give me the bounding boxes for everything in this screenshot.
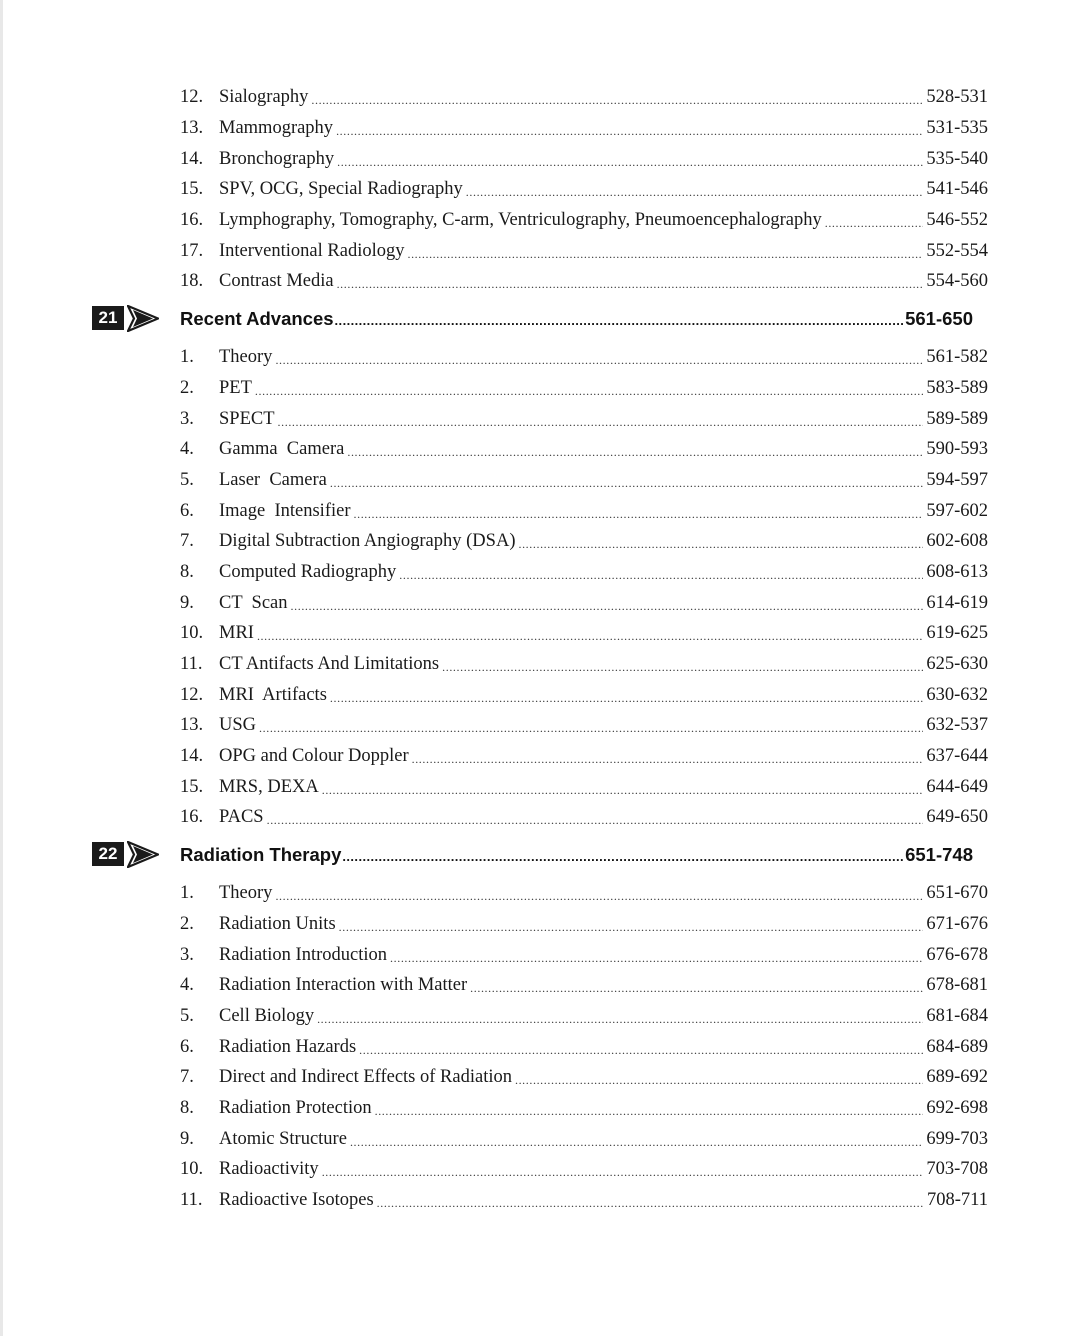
entry-number: 6.	[180, 500, 194, 521]
entry-title: Cell Biology	[219, 1005, 315, 1026]
entry-number: 8.	[180, 561, 194, 582]
dot-leader	[359, 1039, 923, 1061]
dot-leader	[518, 533, 923, 555]
entry-title: Atomic Structure	[219, 1128, 347, 1149]
dot-leader	[330, 687, 923, 709]
chevron-right-icon	[127, 305, 159, 332]
dot-leader	[291, 595, 924, 617]
entry-pages: 692-698	[926, 1097, 988, 1118]
entry-number: 2.	[180, 913, 194, 934]
dot-leader	[399, 564, 923, 586]
toc-entry[interactable]	[180, 373, 988, 404]
entry-number: 14.	[180, 746, 204, 767]
dot-leader	[339, 916, 924, 938]
entry-pages: 552-554	[926, 240, 988, 261]
entry-number: 1.	[180, 347, 194, 368]
entry-title: MRS, DEXA	[219, 776, 319, 797]
dot-leader	[412, 748, 924, 770]
toc-entry[interactable]	[180, 465, 988, 496]
toc-entry[interactable]	[180, 434, 988, 465]
toc-entry[interactable]	[180, 1123, 988, 1154]
toc-entry[interactable]	[180, 174, 988, 205]
toc-entry[interactable]	[180, 909, 988, 940]
dot-leader	[515, 1069, 923, 1091]
toc-entry[interactable]	[180, 878, 988, 909]
dot-leader	[377, 1192, 924, 1214]
entry-title: SPECT	[219, 408, 275, 429]
entry-title: Digital Subtraction Angiography (DSA)	[219, 531, 516, 552]
toc-entry[interactable]	[180, 618, 988, 649]
toc-entry[interactable]	[180, 710, 988, 741]
dot-leader	[257, 625, 923, 647]
toc-entry[interactable]	[180, 741, 988, 772]
chevron-right-icon	[127, 841, 159, 868]
entry-number: 14.	[180, 148, 204, 169]
entry-pages: 589-589	[926, 408, 988, 429]
entry-pages: 632-537	[926, 715, 988, 736]
entry-number: 3.	[180, 944, 194, 965]
dot-leader	[255, 380, 923, 402]
entry-number: 7.	[180, 531, 194, 552]
entry-pages: 561-582	[926, 347, 988, 368]
toc-entry[interactable]	[180, 1031, 988, 1062]
dot-leader	[275, 349, 923, 371]
entry-number: 11.	[180, 1190, 203, 1211]
dot-leader	[335, 313, 905, 328]
entry-number: 15.	[180, 776, 204, 797]
entry-number: 17.	[180, 240, 204, 261]
entry-title: Radiation Hazards	[219, 1036, 357, 1057]
entry-pages: 630-632	[926, 684, 988, 705]
entry-number: 7.	[180, 1067, 194, 1088]
entry-title: Radioactive Isotopes	[219, 1190, 374, 1211]
dot-leader	[466, 181, 924, 203]
entry-title: Direct and Indirect Effects of Radiation	[219, 1067, 512, 1088]
toc-entry[interactable]	[180, 1001, 988, 1032]
dot-leader	[354, 503, 924, 525]
toc-entry[interactable]	[180, 1062, 988, 1093]
entry-number: 3.	[180, 408, 194, 429]
entry-title: Lymphography, Tomography, C-arm, Ventriculography, Pneumoencephalography	[219, 210, 822, 231]
entry-pages: 590-593	[926, 439, 988, 460]
entry-number: 15.	[180, 179, 204, 200]
section-21-heading[interactable]	[0, 297, 1090, 342]
entry-number: 16.	[180, 210, 204, 231]
entry-number: 9.	[180, 1128, 194, 1149]
entry-pages: 608-613	[926, 561, 988, 582]
dot-leader	[322, 1161, 924, 1183]
entry-title: CT Antifacts And Limitations	[219, 654, 440, 675]
entry-title: MRI Artifacts	[219, 684, 327, 705]
entry-number: 2.	[180, 377, 194, 398]
entry-title: Sialography	[219, 87, 309, 108]
toc-entry[interactable]	[180, 587, 988, 618]
entry-number: 10.	[180, 623, 204, 644]
entry-pages: 541-546	[926, 179, 988, 200]
entry-number: 1.	[180, 883, 194, 904]
toc-entry[interactable]	[180, 403, 988, 434]
entry-pages: 535-540	[926, 148, 988, 169]
entry-number: 11.	[180, 654, 203, 675]
entry-pages: 602-608	[926, 531, 988, 552]
toc-block-3	[0, 878, 1090, 1216]
dot-leader	[390, 947, 923, 969]
dot-leader	[317, 1008, 923, 1030]
entry-pages: 671-676	[926, 913, 988, 934]
entry-pages: 699-703	[926, 1128, 988, 1149]
entry-pages: 597-602	[926, 500, 988, 521]
entry-title: USG	[219, 715, 257, 736]
entry-pages: 703-708	[926, 1159, 988, 1180]
entry-title: Radiation Interaction with Matter	[219, 975, 468, 996]
toc-entry[interactable]	[180, 526, 988, 557]
entry-title: Bronchography	[219, 148, 335, 169]
entry-title: Laser Camera	[219, 469, 327, 490]
toc-entry[interactable]	[180, 235, 988, 266]
toc-entry[interactable]	[180, 1154, 988, 1185]
entry-number: 16.	[180, 807, 204, 828]
dot-leader	[278, 411, 924, 433]
entry-title: Contrast Media	[219, 271, 334, 292]
entry-title: Mammography	[219, 118, 334, 139]
entry-title: MRI	[219, 623, 254, 644]
toc-entry[interactable]	[180, 205, 988, 236]
dot-leader	[342, 849, 904, 864]
dot-leader	[407, 243, 923, 265]
entry-pages: 676-678	[926, 944, 988, 965]
entry-title: Radiation Protection	[219, 1097, 372, 1118]
section-title-line	[180, 841, 973, 869]
toc-entry[interactable]	[180, 557, 988, 588]
dot-leader	[311, 89, 923, 111]
entry-pages: 546-552	[926, 210, 988, 231]
entry-title: OPG and Colour Doppler	[219, 746, 409, 767]
entry-pages: 651-670	[926, 883, 988, 904]
entry-title: PACS	[219, 807, 264, 828]
entry-number: 8.	[180, 1097, 194, 1118]
entry-number: 12.	[180, 87, 204, 108]
toc-entry[interactable]	[180, 771, 988, 802]
entry-pages: 583-589	[926, 377, 988, 398]
toc-entry[interactable]	[180, 495, 988, 526]
toc-entry[interactable]	[180, 1093, 988, 1124]
toc-entry[interactable]	[180, 970, 988, 1001]
section-number-badge: 21	[92, 306, 124, 330]
entry-title: SPV, OCG, Special Radiography	[219, 179, 463, 200]
entry-number: 5.	[180, 1005, 194, 1026]
entry-pages: 625-630	[926, 654, 988, 675]
section-22-heading[interactable]	[0, 833, 1090, 878]
toc-entry[interactable]	[180, 802, 988, 833]
entry-title: Gamma Camera	[219, 439, 345, 460]
entry-number: 12.	[180, 684, 204, 705]
section-title: Recent Advances	[180, 307, 334, 329]
section-pages: 561-650	[905, 307, 973, 329]
entry-number: 5.	[180, 469, 194, 490]
entry-pages: 528-531	[926, 87, 988, 108]
entry-title: Interventional Radiology	[219, 240, 405, 261]
dot-leader	[825, 212, 924, 234]
entry-title: PET	[219, 377, 252, 398]
entry-title: Theory	[219, 347, 273, 368]
entry-pages: 708-711	[927, 1190, 988, 1211]
entry-pages: 637-644	[926, 746, 988, 767]
dot-leader	[336, 120, 923, 142]
toc-entry[interactable]	[180, 939, 988, 970]
entry-pages: 689-692	[926, 1067, 988, 1088]
entry-number: 18.	[180, 271, 204, 292]
toc-entry[interactable]	[180, 649, 988, 680]
section-title: Radiation Therapy	[180, 843, 342, 865]
toc-entry[interactable]	[180, 143, 988, 174]
entry-pages: 649-650	[926, 807, 988, 828]
dot-leader	[347, 441, 923, 463]
toc-entry[interactable]	[180, 113, 988, 144]
entry-number: 13.	[180, 118, 204, 139]
toc-block-1	[0, 82, 1090, 297]
dot-leader	[375, 1100, 924, 1122]
section-number-badge: 22	[92, 842, 124, 866]
entry-pages: 678-681	[926, 975, 988, 996]
entry-pages: 554-560	[926, 271, 988, 292]
dot-leader	[442, 656, 923, 678]
dot-leader	[337, 151, 923, 173]
entry-pages: 684-689	[926, 1036, 988, 1057]
entry-pages: 594-597	[926, 469, 988, 490]
entry-number: 10.	[180, 1159, 204, 1180]
dot-leader	[322, 779, 924, 801]
toc-entry[interactable]	[180, 266, 988, 297]
dot-leader	[267, 809, 924, 831]
table-of-contents	[0, 82, 1090, 1215]
toc-entry[interactable]	[180, 82, 988, 113]
entry-title: Radiation Introduction	[219, 944, 388, 965]
section-title-line	[180, 305, 973, 333]
toc-entry[interactable]	[180, 679, 988, 710]
entry-title: Radiation Units	[219, 913, 336, 934]
toc-entry[interactable]	[180, 1185, 988, 1216]
entry-pages: 619-625	[926, 623, 988, 644]
entry-title: Theory	[219, 883, 273, 904]
entry-pages: 681-684	[926, 1005, 988, 1026]
dot-leader	[470, 977, 923, 999]
dot-leader	[337, 273, 924, 295]
entry-title: Computed Radiography	[219, 561, 397, 582]
dot-leader	[330, 472, 923, 494]
entry-pages: 614-619	[926, 592, 988, 613]
dot-leader	[259, 717, 923, 739]
dot-leader	[275, 885, 923, 907]
entry-title: CT Scan	[219, 592, 288, 613]
toc-entry[interactable]	[180, 342, 988, 373]
entry-number: 13.	[180, 715, 204, 736]
entry-pages: 531-535	[926, 118, 988, 139]
entry-number: 4.	[180, 439, 194, 460]
entry-title: Image Intensifier	[219, 500, 351, 521]
entry-title: Radioactivity	[219, 1159, 319, 1180]
entry-number: 9.	[180, 592, 194, 613]
dot-leader	[350, 1131, 923, 1153]
toc-block-2	[0, 342, 1090, 833]
section-pages: 651-748	[905, 843, 973, 865]
entry-number: 4.	[180, 975, 194, 996]
entry-pages: 644-649	[926, 776, 988, 797]
entry-number: 6.	[180, 1036, 194, 1057]
